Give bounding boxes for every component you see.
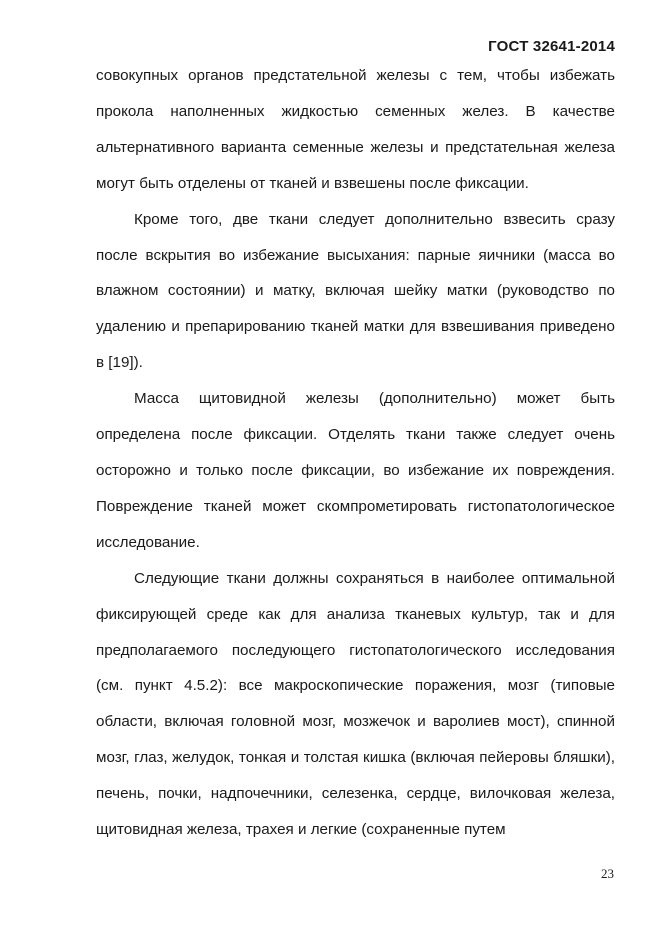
paragraph-tissue-preservation: Следующие ткани должны сохраняться в наиболее оптимальной фиксирующей среде как для анализа тканевых культур, так и для предполагаемого последующего гистопатологического исследования (см. пункт 4.5.2): все макроскопические поражения, мозг (типовые области, включая головной мозг, мозжечок и варолиев мост), спинной мозг, глаз, желудок, тонкая и толстая кишка (включая пейеровы бляшки), печень, почки, надпочечники, селезенка, сердце, вилочковая железа, щитовидная железа, трахея и легкие (сохраненные путем	[96, 569, 615, 839]
paragraph-thyroid-mass: Масса щитовидной железы (дополнительно) может быть определена после фиксации. Отделять ткани также следует очень осторожно и только после фиксации, во избежание их повреждения. Повреждение тканей может скомпрометировать гистопатологическое исследование.	[96, 390, 615, 551]
paragraph-organ-weighing: Кроме того, две ткани следует дополнительно взвесить сразу после вскрытия во избежание высыхания: парные яичники (масса во влажном состоянии) и матку, включая шейку матки (руководство по удалению и препарированию тканей матки для взвешивания приведено в [19]).	[96, 210, 615, 372]
page-number: 23	[601, 866, 614, 881]
document-body	[96, 58, 615, 848]
paragraph-continuation: совокупных органов предстательной железы с тем, чтобы избежать прокола наполненных жидкостью семенных желез. В качестве альтернативного варианта семенные железы и предстательная железа могут быть отделены от тканей и взвешены после фиксации.	[96, 67, 615, 192]
document-header-standard: ГОСТ 32641-2014	[488, 38, 615, 55]
